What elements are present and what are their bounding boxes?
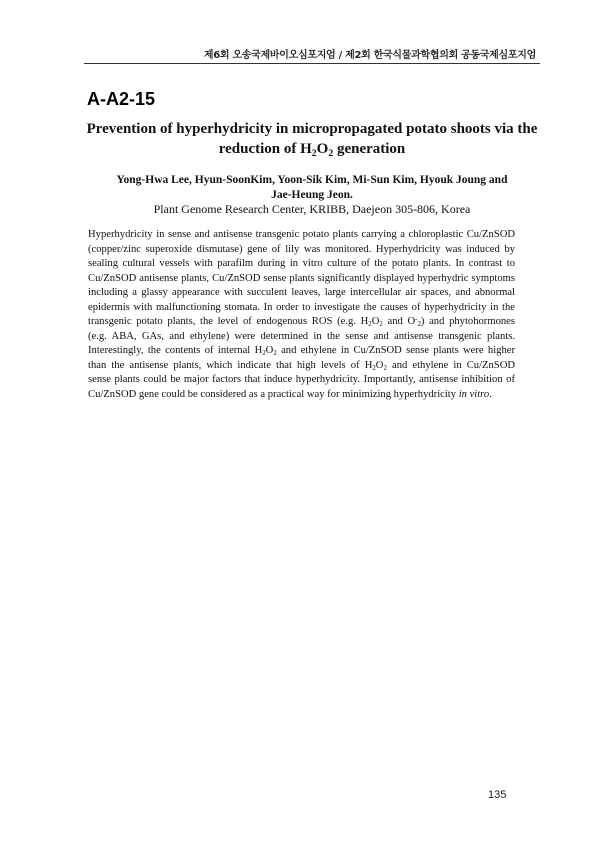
author-list xyxy=(84,173,540,203)
abstract-line: than the antisense plants, which indicate that high levels of $H_2O_2$ and ethylene in Cu/ZnSOD xyxy=(88,359,516,372)
abstract-line: transgenic potato plants, the level of endogenous ROS (e.g. $H_2O_2$ and $O^-_2$) and phytohormones xyxy=(88,316,515,329)
authors-line-2: Jae-Heung Jeon. xyxy=(271,189,353,201)
authors-line-1: Yong-Hwa Lee, Hyun-SoonKim, Yoon-Sik Kim, Mi-Sun Kim, Hyouk Joung and xyxy=(116,174,508,186)
title-line-2: reduction of $H_2O_2$ generation xyxy=(218,141,406,159)
abstract-line: (copper/zinc superoxide dismutase) gene of lily was monitored. Hyperhydricity was induced by xyxy=(88,243,515,255)
affiliation: Plant Genome Research Center, KRIBB, Daejeon 305-806, Korea xyxy=(153,202,471,216)
abstract-line: epidermis with malfunctioning stomata. In order to investigate the causes of hyperhydricity in the xyxy=(88,301,515,313)
paper-title xyxy=(84,119,540,159)
abstract-line: sealing cultural vessels with parafilm during in vitro culture of the potato plants. In contrast to xyxy=(88,258,515,270)
abstract-line: Cu/ZnSOD gene could be considered as a practical way for minimizing hyperhydricity in vitro. xyxy=(88,389,492,401)
header-rule xyxy=(84,63,540,64)
abstract-line: Hyperhydricity in sense and antisense transgenic potato plants carrying a chloroplastic Cu/ZnSOD xyxy=(88,229,515,240)
abstract-line: Cu/ZnSOD antisense plants, Cu/ZnSOD sense plants significantly displayed hyperhydric symptoms xyxy=(88,272,515,284)
abstract-body xyxy=(88,228,515,403)
title-line-1: Prevention of hyperhydricity in micropropagated potato shoots via the xyxy=(86,121,538,137)
page-number: 135 xyxy=(488,789,507,801)
abstract-line: Interestingly, the contents of internal $H_2O_2$ and ethylene in Cu/ZnSOD sense plants were higher xyxy=(88,345,515,358)
running-header: 제6회 오송국제바이오심포지엄 / 제2회 한국식물과학협의회 공동국제심포지엄 xyxy=(203,50,536,61)
abstract-line: sense plants could be major factors that induce hyperhydricity. Importantly, antisense inhibition of xyxy=(88,374,515,386)
abstract-code: A-A2-15 xyxy=(87,89,156,109)
abstract-line: (e.g. ABA, GAs, and ethylene) were determined in the sense and antisense transgenic plants. xyxy=(88,330,515,342)
abstract-line: including a glassy appearance with succulent leaves, large intercellular air spaces, and abnormal xyxy=(88,287,515,299)
